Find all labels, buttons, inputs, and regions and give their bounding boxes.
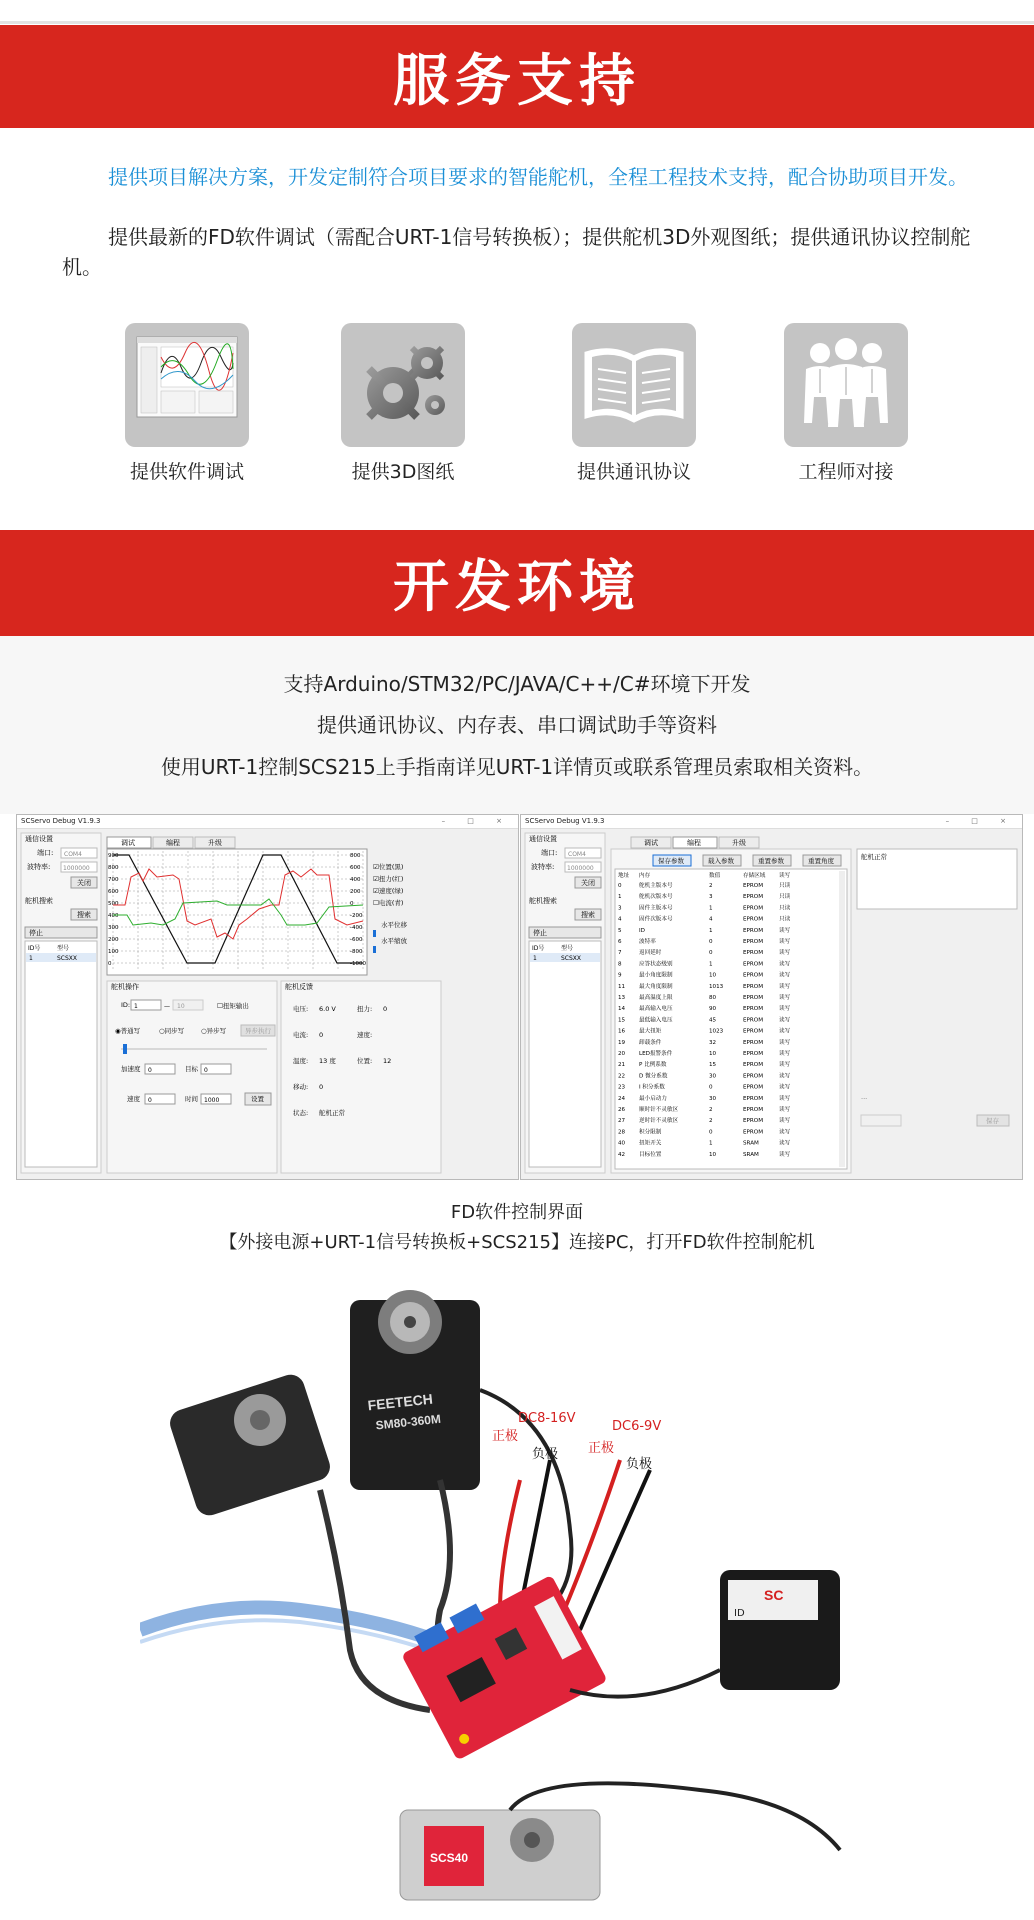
table-header-cell: 内存 [639,873,651,879]
table-cell: 读写 [779,1107,791,1113]
usb-cable [140,1608,440,1643]
table-cell: EPROM [743,1107,764,1113]
port-label: 端口: [541,849,558,857]
connection-caption: 【外接电源+URT-1信号转换板+SCS215】连接PC，打开FD软件控制舵机 [219,1232,815,1253]
table-cell: 2 [709,1118,713,1125]
table-cell: 10 [709,1151,717,1158]
list-header-id: ID号 [532,945,545,952]
list-row-id: 1 [533,955,537,962]
servo-op-label: 舵机操作 [111,983,139,991]
table-cell: 8 [618,961,622,968]
h-zoom-label: 水平缩放 [381,937,407,945]
table-cell: 读写 [779,1118,791,1125]
port-value: COM4 [568,851,586,858]
table-cell: 最大角度限制 [639,983,673,990]
dev-env-line-platforms: 支持Arduino/STM32/PC/JAVA/C++/C#环境下开发 [283,672,751,696]
fb-voltage-label: 电压: [293,1005,309,1013]
feature-software-debug [87,323,287,484]
window-title: SCServo Debug V1.9.3 [17,815,518,829]
table-cell: EPROM [743,1006,764,1013]
chart-tick-left: 700 [108,877,119,883]
table-cell: 6 [618,939,622,945]
table-cell: 23 [618,1084,626,1091]
save-button-label: 保存 [986,1117,999,1125]
table-cell: 4 [709,916,713,923]
table-cell: 10 [709,972,717,979]
table-scrollbar[interactable] [839,871,845,1167]
table-cell: 读写 [779,983,791,990]
feature-label: 提供软件调试 [129,461,244,483]
fb-torque-label: 扭力: [357,1005,373,1013]
table-cell: 读写 [779,1039,791,1046]
servo-search-label: 舵机搜索 [25,897,53,905]
h-zoom-slider[interactable] [373,946,376,953]
table-cell: 32 [709,1039,717,1046]
table-cell: 15 [709,1062,717,1069]
id-label: ID: [121,1001,131,1009]
mode-async-write[interactable]: ○异步写 [201,1027,227,1035]
table-cell: 读写 [779,1073,791,1080]
table-cell: 最小角度限制 [639,972,673,979]
table-cell: 14 [618,1006,626,1013]
close-button-label: 关闭 [77,879,91,887]
chart-tick-right: 600 [350,865,361,871]
feature-label: 工程师对接 [798,461,894,483]
baud-value: 1000000 [63,865,90,872]
table-cell: 0 [709,939,713,945]
table-cell: 逆时针不灵敏区 [639,1118,679,1125]
fb-voltage-value: 6.0 V [319,1005,336,1013]
status-ok: 舵机正常 [861,853,887,861]
table-cell: EPROM [743,939,764,945]
table-cell: 1013 [709,983,724,990]
table-cell: EPROM [743,1039,764,1046]
torque-output-checkbox[interactable]: ☐扭矩输出 [217,1002,249,1010]
table-cell: 固件次版本号 [639,916,673,923]
chart-tick-left: 200 [108,937,119,943]
fb-move-value: 0 [319,1083,324,1091]
table-cell: EPROM [743,1062,764,1069]
top-divider [0,21,1034,24]
time-label: 时间 [185,1095,198,1103]
legend-current[interactable]: ☐电流(青) [373,899,404,907]
chart-tick-right: 0 [350,901,354,907]
table-cell: SRAM [743,1140,759,1147]
label-positive-1: 正极 [492,1429,519,1444]
table-cell: 30 [709,1095,717,1102]
fd-program-window [520,814,1023,1180]
search-button-label: 搜索 [581,911,595,919]
fb-current-value: 0 [319,1031,324,1039]
table-cell: 45 [709,1017,717,1024]
save-input[interactable] [861,1115,901,1126]
table-cell: EPROM [743,950,764,957]
table-cell: 顺时针不灵敏区 [639,1107,679,1113]
table-cell: 28 [618,1129,626,1136]
table-cell: SRAM [743,1151,759,1158]
table-cell: 11 [618,983,626,990]
servo-search-label: 舵机搜索 [529,897,557,905]
servo-list[interactable] [529,941,601,1167]
table-cell: EPROM [743,961,764,968]
fb-temp-value: 13 度 [319,1057,336,1065]
table-cell: 最高输入电压 [639,1006,673,1013]
table-cell: 读写 [779,972,791,979]
table-cell: 2 [709,883,713,889]
table-cell: 读写 [779,1084,791,1091]
fd-software-caption: FD软件控制界面 [450,1202,584,1223]
id-value: 1 [134,1003,138,1010]
chart-tick-right: -800 [350,949,363,955]
chart-tick-right: 200 [350,889,361,895]
label-negative-1: 负极 [532,1447,559,1462]
service-banner: 服务支持 [0,25,1034,128]
table-cell: 目标位置 [639,1151,662,1158]
dev-env-banner: 开发环境 [0,530,1034,636]
port-value: COM4 [64,851,82,858]
table-cell: 0 [709,950,713,957]
table-cell: 1 [618,894,622,901]
save-params-label: 保存参数 [658,857,684,865]
list-header-id: ID号 [28,945,41,952]
table-cell: 读写 [779,1051,791,1057]
table-header-cell: 数值 [709,873,721,879]
table-cell: 1 [709,927,713,934]
legend-speed[interactable]: ☑速度(绿) [373,887,404,895]
table-cell: ID [639,927,645,934]
table-cell: 读写 [779,927,791,934]
table-cell: 20 [618,1051,626,1057]
comm-settings-label: 通信设置 [529,835,557,843]
table-cell: 读写 [779,1062,791,1069]
baud-value: 1000000 [567,865,594,872]
service-intro-solution: 提供项目解决方案，开发定制符合项目要求的智能舵机，全程工程技术支持，配合协助项目开发。 [108,165,968,189]
list-header-model: 型号 [561,945,574,952]
tab-debug-label: 调试 [121,839,135,847]
table-header-cell: 地址 [618,873,630,879]
table-cell: 1023 [709,1028,724,1035]
table-cell: 16 [618,1028,626,1035]
table-cell: 读写 [779,961,791,968]
table-cell: 应答状态级别 [639,961,673,968]
table-cell: 7 [618,950,622,957]
table-cell: EPROM [743,905,764,912]
fb-temp-label: 温度: [293,1057,309,1065]
table-cell: 读写 [779,950,791,957]
tall-servo [350,1290,480,1490]
table-cell: 读写 [779,1095,791,1102]
table-cell: 21 [618,1062,626,1069]
table-cell: 只读 [779,916,791,923]
table-cell: 13 [618,995,626,1001]
feature-3d-drawings [303,323,503,484]
feature-engineers [746,323,946,484]
comm-settings-label: 通信设置 [25,835,53,843]
async-exec-label: 异步执行 [245,1027,271,1035]
chart-tick-right: -1000 [350,961,366,967]
table-cell: 卸载条件 [639,1039,662,1046]
dev-env-line-guide: 使用URT-1控制SCS215上手指南详见URT-1详情页或联系管理员索取相关资料。 [160,755,874,779]
table-cell: 读写 [779,1028,791,1035]
table-cell: 22 [618,1073,626,1080]
table-cell: 读写 [779,1017,791,1024]
right-servo [720,1570,840,1690]
power-wire-negative-2 [580,1470,650,1630]
table-cell: 舵机次版本号 [639,894,673,901]
hardware-setup-photo [140,1270,900,1920]
feetech-brand: FEETECH [366,1390,434,1414]
servo-label-id: ID [734,1608,745,1619]
table-cell: 80 [709,995,717,1001]
table-cell: 9 [618,972,622,979]
table-header-cell: 读写 [779,873,791,879]
servo-list[interactable] [25,941,97,1167]
realtime-chart [107,849,367,975]
table-cell: 10 [709,1051,717,1057]
service-intro-software: 提供最新的FD软件调试（需配合URT-1信号转换板）；提供舵机3D外观图纸；提供通讯协议控制舵机。 [62,225,971,279]
table-cell: EPROM [743,995,764,1001]
speed-value: 0 [148,1097,152,1104]
chart-tick-left: 400 [108,913,119,919]
accel-value: 0 [148,1067,152,1074]
table-cell: 读写 [779,939,791,945]
table-cell: 只读 [779,883,791,889]
table-cell: 24 [618,1095,626,1102]
chart-tick-right: -400 [350,925,363,931]
speed-label: 速度 [127,1095,140,1103]
table-cell: 3 [618,905,622,912]
table-cell: 40 [618,1140,626,1147]
table-cell: EPROM [743,1084,764,1091]
table-cell: EPROM [743,1095,764,1102]
engineers-icon [784,323,908,447]
table-cell: EPROM [743,927,764,934]
target-value: 0 [204,1067,208,1074]
power-wire-positive-1 [500,1480,520,1610]
table-cell: EPROM [743,1129,764,1136]
chart-tick-left: 100 [108,949,119,955]
table-cell: 固件主版本号 [639,905,673,912]
id-to-value: 10 [177,1003,185,1010]
chart-tick-left: 600 [108,889,119,895]
mode-normal-write[interactable]: ◉普通写 [115,1027,141,1035]
table-cell: EPROM [743,983,764,990]
close-button-label: 关闭 [581,879,595,887]
table-cell: LED报警条件 [639,1051,673,1057]
table-cell: EPROM [743,1118,764,1125]
fb-pos-label: 位置: [357,1057,373,1065]
dev-env-line-docs: 提供通讯协议、内存表、串口调试助手等资料 [317,713,717,737]
chart-tick-right: -600 [350,937,363,943]
table-cell: 1 [709,1140,713,1147]
search-button-label: 搜索 [77,911,91,919]
fb-torque-value: 0 [383,1005,388,1013]
table-cell: 返回延时 [639,950,662,957]
fb-state-value: 舵机正常 [319,1109,345,1117]
time-value: 1000 [204,1097,220,1104]
label-positive-2: 正极 [588,1441,615,1456]
tab-debug-label: 调试 [644,839,658,847]
table-cell: 90 [709,1006,717,1013]
h-shift-label: 水平位移 [381,921,407,929]
table-cell: 19 [618,1039,626,1046]
reset-angle-label: 重置角度 [808,857,834,865]
table-cell: 舵机主版本号 [639,883,673,889]
port-label: 端口: [37,849,54,857]
table-cell: 最大扭矩 [639,1028,662,1035]
table-cell: 读写 [779,1140,791,1147]
table-cell: 42 [618,1151,626,1158]
status-dots: ... [861,1093,868,1101]
feature-label: 提供通讯协议 [576,461,691,483]
table-cell: D 微分系数 [639,1073,668,1080]
list-row-id: 1 [29,955,33,962]
table-header-cell: 存储区域 [743,873,766,879]
chart-tick-left: 0 [108,961,112,967]
table-cell: 读写 [779,995,791,1001]
load-params-label: 载入参数 [708,857,734,865]
tab-program-label: 编程 [166,839,180,847]
legend-position[interactable]: ☑位置(黑) [373,863,404,871]
power-wire-positive-2 [560,1460,620,1620]
feedback-label: 舵机反馈 [285,983,313,991]
table-cell: 1 [709,961,713,968]
tab-upgrade-label: 升级 [208,839,222,847]
table-cell: 读写 [779,1129,791,1136]
position-slider-thumb[interactable] [123,1044,127,1054]
baud-label: 波特率: [27,863,51,871]
gears-icon [341,323,465,447]
table-cell: 最低输入电压 [639,1017,673,1024]
fd-debug-window [16,814,519,1180]
table-cell: 只读 [779,905,791,912]
tab-program-label: 编程 [687,839,701,847]
table-cell: EPROM [743,972,764,979]
model-text: SM80-360M [375,1411,442,1433]
table-cell: 最高温度上限 [639,995,673,1001]
table-cell: 0 [709,1129,713,1136]
table-cell: I 积分系数 [639,1084,665,1091]
tab-upgrade-label: 升级 [732,839,746,847]
label-dc6-9v: DC6-9V [612,1419,662,1434]
table-cell: 2 [709,1107,713,1113]
chart-tick-left: 800 [108,865,119,871]
table-cell: EPROM [743,1017,764,1024]
table-cell: 波特率 [639,939,656,945]
table-cell: EPROM [743,1073,764,1080]
table-cell: 3 [709,894,713,901]
table-cell: 0 [709,1084,713,1091]
window-controls[interactable]: – □ × [441,817,512,825]
accel-label: 加速度 [121,1065,141,1073]
svg-text:—: — [164,1003,170,1010]
chart-tick-left: 300 [108,925,119,931]
window-title: SCServo Debug V1.9.3 [521,815,1022,829]
bottom-servo [400,1810,600,1900]
table-cell: EPROM [743,916,764,923]
table-cell: 积分限制 [639,1129,662,1136]
fb-state-label: 状态: [293,1109,309,1117]
chart-tick-right: 800 [350,853,361,859]
list-row-model: SCSXX [561,955,582,962]
label-negative-2: 负极 [626,1457,653,1472]
stop-button-label: 停止 [29,929,43,937]
servo-label-scs40: SCS40 [430,1851,469,1865]
feature-label: 提供3D图纸 [351,461,455,483]
chart-tick-left: 500 [108,901,119,907]
table-cell: 27 [618,1118,626,1125]
fb-pos-value: 12 [383,1057,392,1065]
table-cell: EPROM [743,1028,764,1035]
target-label: 目标 [185,1065,198,1073]
table-cell: P 比例系数 [639,1062,667,1069]
mode-sync-write[interactable]: ○同步写 [159,1027,185,1035]
feature-protocol [534,323,734,484]
fb-speed-label: 速度: [357,1031,373,1039]
chart-tick-right: 400 [350,877,361,883]
set-button-label: 设置 [251,1095,264,1103]
software-chart-icon [125,323,249,447]
list-header-model: 型号 [57,945,70,952]
left-servo [166,1371,333,1519]
table-cell: 读写 [779,1151,791,1158]
table-cell: 1 [709,905,713,912]
table-cell: EPROM [743,883,764,889]
table-cell: 26 [618,1107,626,1113]
baud-label: 波特率: [531,863,555,871]
table-cell: 最小启动力 [639,1095,667,1102]
label-dc8-16v: DC8-16V [518,1411,576,1426]
servo-label-sc: SC [764,1587,784,1603]
table-cell: 4 [618,916,622,923]
table-cell: EPROM [743,894,764,901]
legend-torque[interactable]: ☑扭力(红) [373,875,404,883]
reset-params-label: 重置参数 [758,857,784,865]
table-cell: 15 [618,1017,626,1024]
fb-move-label: 移动: [293,1083,309,1091]
open-book-icon [572,323,696,447]
table-cell: 0 [618,883,622,889]
list-row-model: SCSXX [57,955,78,962]
fb-current-label: 电流: [293,1031,309,1039]
window-controls[interactable]: – □ × [945,817,1016,825]
table-cell: 读写 [779,1006,791,1013]
chart-tick-right: -200 [350,913,363,919]
h-shift-slider[interactable] [373,930,376,937]
table-cell: 5 [618,927,622,934]
stop-button-label: 停止 [533,929,547,937]
table-cell: 30 [709,1073,717,1080]
table-cell: 扭矩开关 [639,1140,662,1147]
chart-tick-left: 900 [108,853,119,859]
table-cell: EPROM [743,1051,764,1057]
table-cell: 只读 [779,894,791,901]
